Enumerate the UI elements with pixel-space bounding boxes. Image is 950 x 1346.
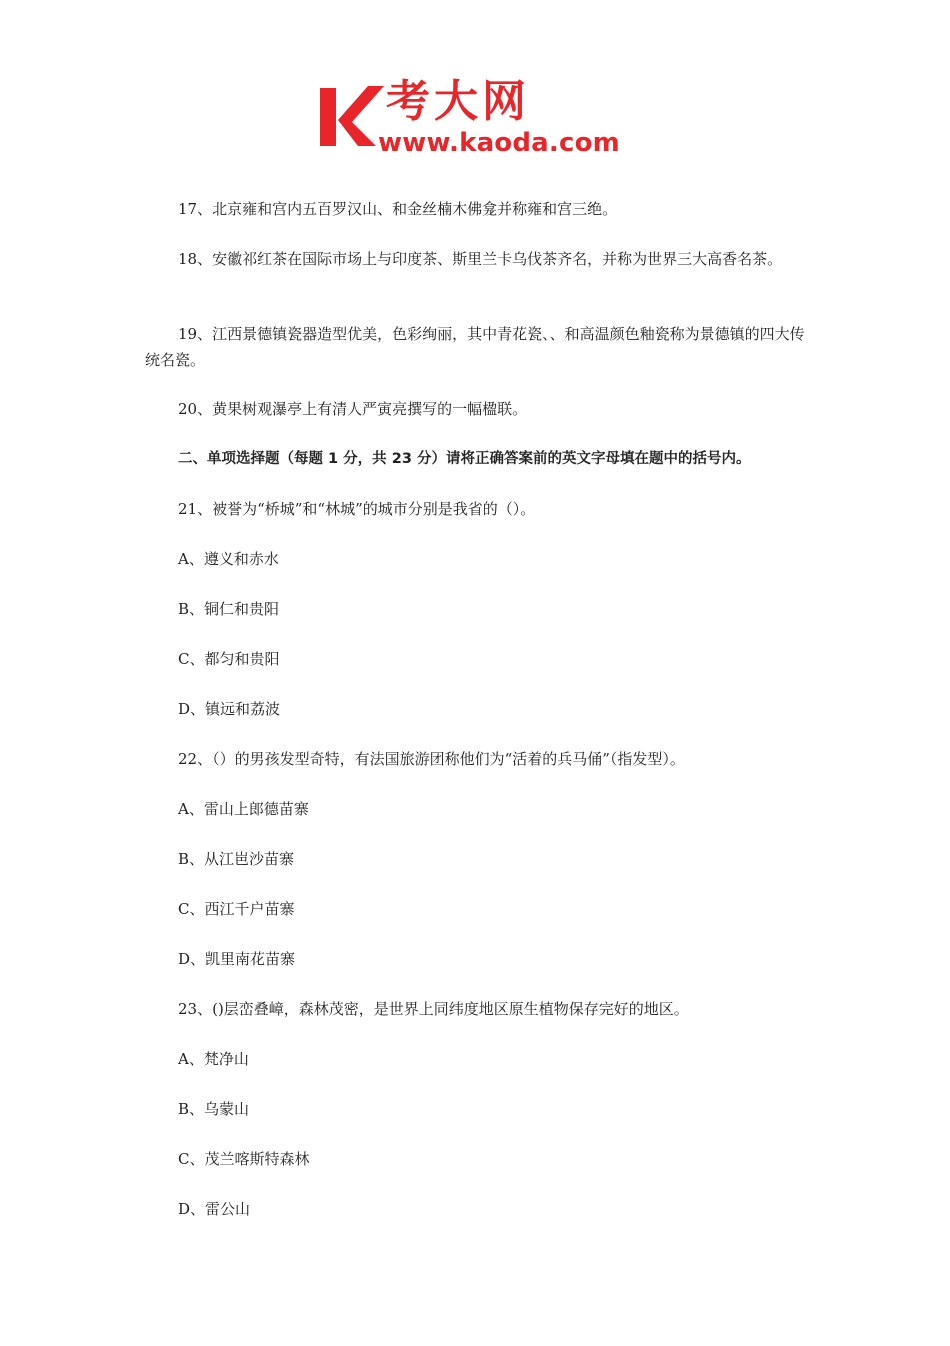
question-22-option-d: D、凯里南花苗寨 (178, 950, 296, 968)
question-22-option-a: A、雷山上郎德苗寨 (178, 800, 309, 818)
question-17: 17、北京雍和宫内五百罗汉山、和金丝楠木佛龛并称雍和宫三绝。 (178, 200, 618, 218)
question-22: 22、（）的男孩发型奇特，有法国旅游团称他们为“活着的兵马俑”（指发型）。 (178, 750, 685, 768)
question-22-option-c: C、西江千户苗寨 (178, 900, 295, 918)
question-19: 19、江西景德镇瓷器造型优美，色彩绚丽，其中青花瓷、、和高温颜色釉瓷称为景德镇的四大传统名瓷。 (145, 325, 805, 369)
question-21: 21、被誉为“桥城”和“林城”的城市分别是我省的（）。 (178, 500, 536, 518)
question-23: 23、()层峦叠嶂，森林茂密，是世界上同纬度地区原生植物保存完好的地区。 (178, 1000, 689, 1018)
question-22-option-b: B、从江岜沙苗寨 (178, 850, 295, 868)
question-23-option-d: D、雷公山 (178, 1200, 251, 1218)
question-21-option-b: B、铜仁和贵阳 (178, 600, 280, 618)
question-23-option-c: C、茂兰喀斯特森林 (178, 1150, 310, 1168)
question-21-option-d: D、镇远和荔波 (178, 700, 281, 718)
question-23-option-a: A、梵净山 (178, 1050, 249, 1068)
brand-url: www.kaoda.com (378, 128, 620, 158)
question-23-option-b: B、乌蒙山 (178, 1100, 250, 1118)
question-21-option-c: C、都匀和贵阳 (178, 650, 280, 668)
question-18: 18、安徽祁红茶在国际市场上与印度茶、斯里兰卡乌伐茶齐名，并称为世界三大高香名茶。 (178, 250, 783, 268)
site-logo (318, 78, 640, 160)
question-21-option-a: A、遵义和赤水 (178, 550, 279, 568)
question-20: 20、黄果树观瀑亭上有清人严寅亮撰写的一幅楹联。 (178, 400, 528, 418)
section-heading-single-choice: 二、单项选择题（每题 1 分，共 23 分）请将正确答案前的英文字母填在题中的括号内。 (178, 451, 751, 467)
brand-name: 考大网 (386, 76, 530, 127)
